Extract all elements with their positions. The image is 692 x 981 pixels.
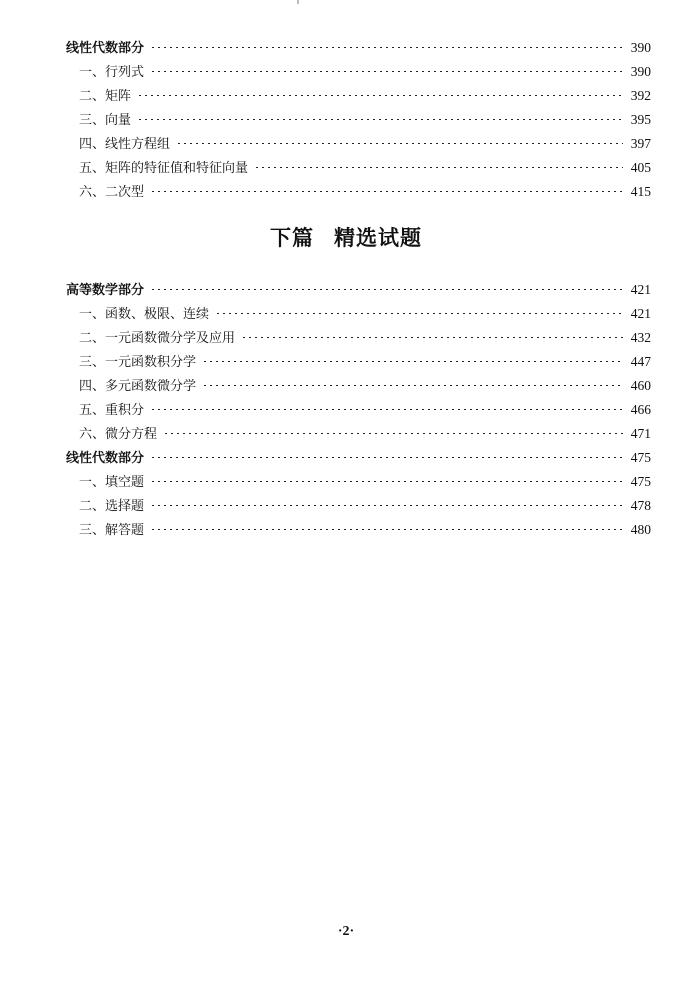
dot-leader [150, 71, 623, 72]
dot-leader [150, 409, 623, 410]
toc-page-number: 475 [630, 450, 651, 465]
toc-item-row [66, 374, 651, 398]
dot-leader [150, 529, 623, 530]
toc-section-label: 高等数学部分 [66, 283, 145, 298]
dot-leader [150, 505, 623, 506]
toc-item-label: 三、解答题 [79, 523, 145, 538]
toc-item-label: 六、二次型 [79, 185, 145, 200]
toc-item-row [66, 494, 651, 518]
toc-item-row [66, 350, 651, 374]
toc-item-label: 一、函数、极限、连续 [79, 307, 210, 322]
toc-page-number: 390 [630, 64, 651, 79]
toc-page-number: 390 [630, 40, 651, 55]
dot-leader [137, 95, 623, 96]
toc-section-row [66, 36, 651, 60]
dot-leader [241, 337, 623, 338]
toc-item-label: 三、一元函数积分学 [79, 355, 197, 370]
toc-page-number: 460 [630, 378, 651, 393]
toc-page-number: 466 [630, 402, 651, 417]
dot-leader [150, 457, 623, 458]
toc-item-label: 二、一元函数微分学及应用 [79, 331, 236, 346]
toc-item-row [66, 470, 651, 494]
dot-leader [150, 191, 623, 192]
toc-page-number: 432 [630, 330, 651, 345]
toc-item-row [66, 518, 651, 542]
toc-item-row [66, 180, 651, 204]
toc-item-label: 五、矩阵的特征值和特征向量 [79, 161, 249, 176]
toc-item-label: 三、向量 [79, 113, 132, 128]
dot-leader [137, 119, 623, 120]
toc-item-label: 二、选择题 [79, 499, 145, 514]
toc-item-label: 二、矩阵 [79, 89, 132, 104]
toc-item-label: 一、填空题 [79, 475, 145, 490]
toc-section-row [66, 446, 651, 470]
toc-item-row [66, 302, 651, 326]
toc-page-number: 478 [630, 498, 651, 513]
dot-leader [202, 361, 623, 362]
dot-leader [254, 167, 623, 168]
toc-page-number: 405 [630, 160, 651, 175]
dot-leader [202, 385, 623, 386]
dot-leader [215, 313, 623, 314]
page-number: ·2· [337, 924, 355, 939]
toc-page-number: 447 [630, 354, 651, 369]
toc-item-label: 四、多元函数微分学 [79, 379, 197, 394]
toc-page-number: 471 [630, 426, 651, 441]
toc-page-number: 480 [630, 522, 651, 537]
toc-item-row [66, 84, 651, 108]
toc-item-row [66, 60, 651, 84]
dot-leader [163, 433, 623, 434]
toc-item-row [66, 132, 651, 156]
toc-item-row [66, 326, 651, 350]
toc-item-row [66, 398, 651, 422]
toc-item-row [66, 108, 651, 132]
toc-page-number: 415 [630, 184, 651, 199]
toc-item-row [66, 422, 651, 446]
toc-item-label: 一、行列式 [79, 65, 145, 80]
toc-page-number: 421 [630, 306, 651, 321]
dot-leader [150, 289, 623, 290]
toc-page-number: 395 [630, 112, 651, 127]
toc-section-row [66, 278, 651, 302]
part-heading [0, 222, 692, 252]
toc-list-part1 [66, 36, 651, 204]
toc-item-row [66, 156, 651, 180]
toc-section-label: 线性代数部分 [66, 451, 145, 466]
toc-item-label: 四、线性方程组 [79, 137, 171, 152]
part-heading-part: 下篇 [270, 226, 314, 250]
part-heading-title: 精选试题 [334, 226, 422, 250]
scan-mark [297, 0, 299, 4]
dot-leader [150, 481, 623, 482]
toc-page-number: 397 [630, 136, 651, 151]
toc-item-label: 五、重积分 [79, 403, 145, 418]
toc-item-label: 六、微分方程 [79, 427, 158, 442]
toc-page-number: 421 [630, 282, 651, 297]
toc-list-part2 [66, 278, 651, 542]
toc-page-number: 392 [630, 88, 651, 103]
toc-section-label: 线性代数部分 [66, 41, 145, 56]
dot-leader [176, 143, 623, 144]
dot-leader [150, 47, 623, 48]
toc-page-number: 475 [630, 474, 651, 489]
